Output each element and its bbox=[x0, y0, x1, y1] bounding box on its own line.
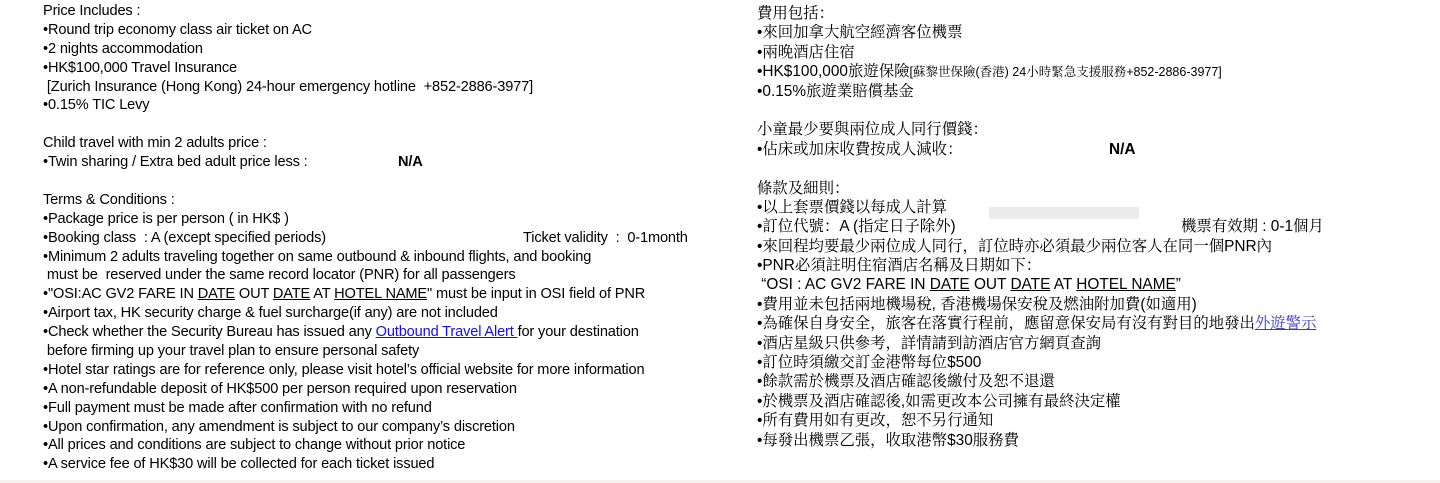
text-segment: •訂位時須繳交訂金港幣每位$500 bbox=[757, 354, 982, 372]
text-segment: •HK$100,000 Travel Insurance bbox=[43, 59, 237, 76]
bullet-deposit bbox=[43, 380, 645, 399]
text-segment: •Upon confirmation, any amendment is subject to our company’s discretion bbox=[43, 418, 515, 435]
text-segment: N/A bbox=[1109, 140, 1136, 158]
text-segment: ” bbox=[1175, 276, 1181, 294]
outbound-travel-alert-link-zh[interactable]: 外遊警示 bbox=[1254, 315, 1317, 333]
heading-terms-conditions bbox=[43, 191, 645, 210]
bullet-package-price bbox=[43, 210, 645, 229]
bullet-amendment bbox=[43, 418, 645, 437]
bullet-hotel-star-ratings-zh bbox=[757, 334, 1316, 353]
bullet-full-payment bbox=[43, 399, 645, 418]
bullet-security-bureau bbox=[43, 323, 645, 342]
bullet-service-fee bbox=[43, 455, 645, 474]
bullet-booking-class bbox=[43, 229, 688, 248]
text-segment: •Check whether the Security Bureau has issued any bbox=[43, 324, 376, 341]
text-segment: DATE bbox=[272, 286, 311, 303]
redaction-artifact bbox=[989, 207, 1139, 219]
text-segment: for your destination bbox=[517, 324, 639, 341]
text-segment: OUT bbox=[969, 276, 1011, 294]
text-segment: •A service fee of HK$30 will be collected for each ticket issued bbox=[43, 456, 435, 473]
bullet-prices-subject-change-zh bbox=[757, 411, 1316, 430]
text-segment: •餘款需於機票及酒店確認後繳付及恕不退還 bbox=[757, 373, 1055, 391]
heading-terms-conditions-zh bbox=[757, 179, 1316, 198]
text-segment: N/A bbox=[398, 154, 423, 171]
text-segment: Price Includes : bbox=[43, 3, 141, 19]
chinese-terms-column bbox=[757, 4, 1324, 450]
bullet-deposit-zh bbox=[757, 353, 1316, 372]
text-segment: •0.15%旅遊業賠償基金 bbox=[757, 82, 914, 100]
text-segment: •Twin sharing / Extra bed adult price less : bbox=[43, 154, 308, 171]
bullet-travel-insurance bbox=[43, 59, 645, 78]
text-segment: Child travel with min 2 adults price : bbox=[43, 135, 267, 152]
bullet-accommodation-zh bbox=[757, 43, 1316, 62]
text-segment: •來回加拿大航空經濟客位機票 bbox=[757, 24, 963, 42]
bullet-tic-levy-zh bbox=[757, 82, 1316, 101]
heading-price-includes bbox=[43, 2, 645, 21]
text-segment: •A non-refundable deposit of HK$500 per person required upon reservation bbox=[43, 380, 517, 397]
bullet-balance-payment-zh bbox=[757, 372, 1316, 391]
text-segment: •HK$100,000旅遊保險 bbox=[757, 63, 910, 81]
text-segment: •為確保自身安全，旅客在落實行程前，應留意保安局有沒有對目的地發出 bbox=[757, 315, 1255, 333]
bullet-tic-levy bbox=[43, 96, 645, 115]
text-segment: •All prices and conditions are subject to change without prior notice bbox=[43, 437, 466, 454]
text-segment: •以上套票價錢以每成人計算 bbox=[757, 198, 948, 216]
text-segment: •所有費用如有更改，恕不另行通知 bbox=[757, 412, 994, 430]
text-segment: •每發出機票乙張，收取港幣$30服務費 bbox=[757, 431, 1019, 449]
text-segment: •Hotel star ratings are for reference only, please visit hotel’s official website for more information bbox=[43, 361, 645, 378]
text-segment: DATE bbox=[1010, 276, 1051, 294]
text-segment: AT bbox=[310, 286, 335, 303]
bullet-final-decision-zh bbox=[757, 392, 1316, 411]
text-segment: •Round trip economy class air ticket on AC bbox=[43, 21, 312, 38]
bullet-roundtrip-ticket bbox=[43, 21, 645, 40]
text-segment: •Booking class : A (except specified periods) bbox=[43, 229, 326, 246]
text-segment: Terms & Conditions : bbox=[43, 191, 175, 208]
bullet-security-bureau-zh bbox=[757, 314, 1316, 333]
text-segment: •於機票及酒店確認後,如需更改本公司擁有最終決定權 bbox=[757, 392, 1121, 410]
text-segment: HOTEL NAME bbox=[1076, 276, 1176, 294]
text-segment: before firming up your travel plan to ensure personal safety bbox=[43, 343, 420, 360]
bullet-minimum-adults bbox=[43, 248, 645, 267]
blank-line bbox=[757, 159, 1316, 178]
text-segment: •佔床或加床收費按成人減收： bbox=[757, 140, 963, 158]
heading-fees-include-zh bbox=[757, 4, 1316, 23]
bullet-airport-tax bbox=[43, 304, 645, 323]
english-terms-column bbox=[43, 2, 688, 474]
text-segment: [Zurich Insurance (Hong Kong) 24-hour emergency hotline +852-2886-3977] bbox=[43, 78, 533, 95]
text-segment: •2 nights accommodation bbox=[43, 40, 203, 57]
text-segment: “OSI : AC GV2 FARE IN bbox=[757, 276, 930, 294]
line-osi-entry-zh bbox=[757, 275, 1316, 294]
text-segment: •"OSI:AC GV2 FARE IN bbox=[43, 286, 198, 303]
bullet-accommodation bbox=[43, 40, 645, 59]
text-segment: 小童最少要與兩位成人同行價錢： bbox=[757, 121, 988, 139]
bullet-twin-sharing bbox=[43, 153, 645, 172]
heading-child-travel bbox=[43, 134, 645, 153]
text-segment: HOTEL NAME bbox=[334, 286, 428, 303]
text-segment: DATE bbox=[197, 286, 235, 303]
bullet-travel-insurance-zh bbox=[757, 62, 1316, 81]
text-segment: " must be input in OSI field of PNR bbox=[427, 286, 646, 303]
text-segment: OUT bbox=[235, 286, 273, 303]
text-segment: •Package price is per person ( in HK$ ) bbox=[43, 210, 289, 227]
text-segment: •Minimum 2 adults traveling together on same outbound & inbound flights, and booking bbox=[43, 248, 592, 265]
bullet-twin-sharing-zh bbox=[757, 140, 1316, 159]
line-zurich-hotline bbox=[43, 78, 645, 97]
bullet-minimum-adults-zh bbox=[757, 237, 1316, 256]
text-segment: •訂位代號：A (指定日子除外) bbox=[757, 218, 956, 236]
bullet-roundtrip-ticket-zh bbox=[757, 23, 1316, 42]
text-segment: •酒店星級只供參考，詳情請到訪酒店官方網頁查詢 bbox=[757, 334, 1101, 352]
text-segment: •費用並未包括兩地機場稅, 香港機場保安稅及燃油附加費(如適用) bbox=[757, 295, 1197, 313]
bullet-osi-entry bbox=[43, 285, 645, 304]
text-segment: •來回程均要最少兩位成人同行，訂位時亦必須最少兩位客人在同一個PNR內 bbox=[757, 237, 1272, 255]
bullet-prices-subject-change bbox=[43, 436, 645, 455]
text-segment: •Airport tax, HK security charge & fuel surcharge(if any) are not included bbox=[43, 305, 498, 322]
text-segment: DATE bbox=[929, 276, 970, 294]
text-segment: •Full payment must be made after confirmation with no refund bbox=[43, 399, 432, 416]
outbound-travel-alert-link[interactable]: Outbound Travel Alert bbox=[375, 324, 518, 341]
text-segment: must be reserved under the same record locator (PNR) for all passengers bbox=[43, 267, 516, 284]
bullet-pnr-hotel-zh bbox=[757, 256, 1316, 275]
blank-line bbox=[43, 172, 645, 191]
line-pnr-continuation bbox=[43, 266, 645, 285]
text-segment: Ticket validity : 0-1month bbox=[523, 229, 688, 246]
blank-line bbox=[43, 115, 645, 134]
heading-child-travel-zh bbox=[757, 120, 1316, 139]
bullet-booking-class-zh bbox=[757, 217, 1324, 236]
text-segment: •0.15% TIC Levy bbox=[43, 97, 150, 114]
text-segment: •兩晚酒店住宿 bbox=[757, 43, 855, 61]
text-segment: •PNR必須註明住宿酒店名稱及日期如下： bbox=[757, 257, 1042, 275]
text-segment: 條款及細則： bbox=[757, 179, 850, 197]
line-personal-safety bbox=[43, 342, 645, 361]
blank-line bbox=[757, 101, 1316, 120]
text-segment: [蘇黎世保險(香港) 24小時緊急支援服務+852-2886-3977] bbox=[909, 65, 1222, 80]
bullet-airport-tax-zh bbox=[757, 295, 1316, 314]
text-segment: AT bbox=[1050, 276, 1077, 294]
bullet-hotel-star-ratings bbox=[43, 361, 645, 380]
bullet-service-fee-zh bbox=[757, 431, 1316, 450]
text-segment: 機票有效期 : 0-1個月 bbox=[1181, 218, 1324, 236]
text-segment: 費用包括： bbox=[757, 5, 834, 22]
